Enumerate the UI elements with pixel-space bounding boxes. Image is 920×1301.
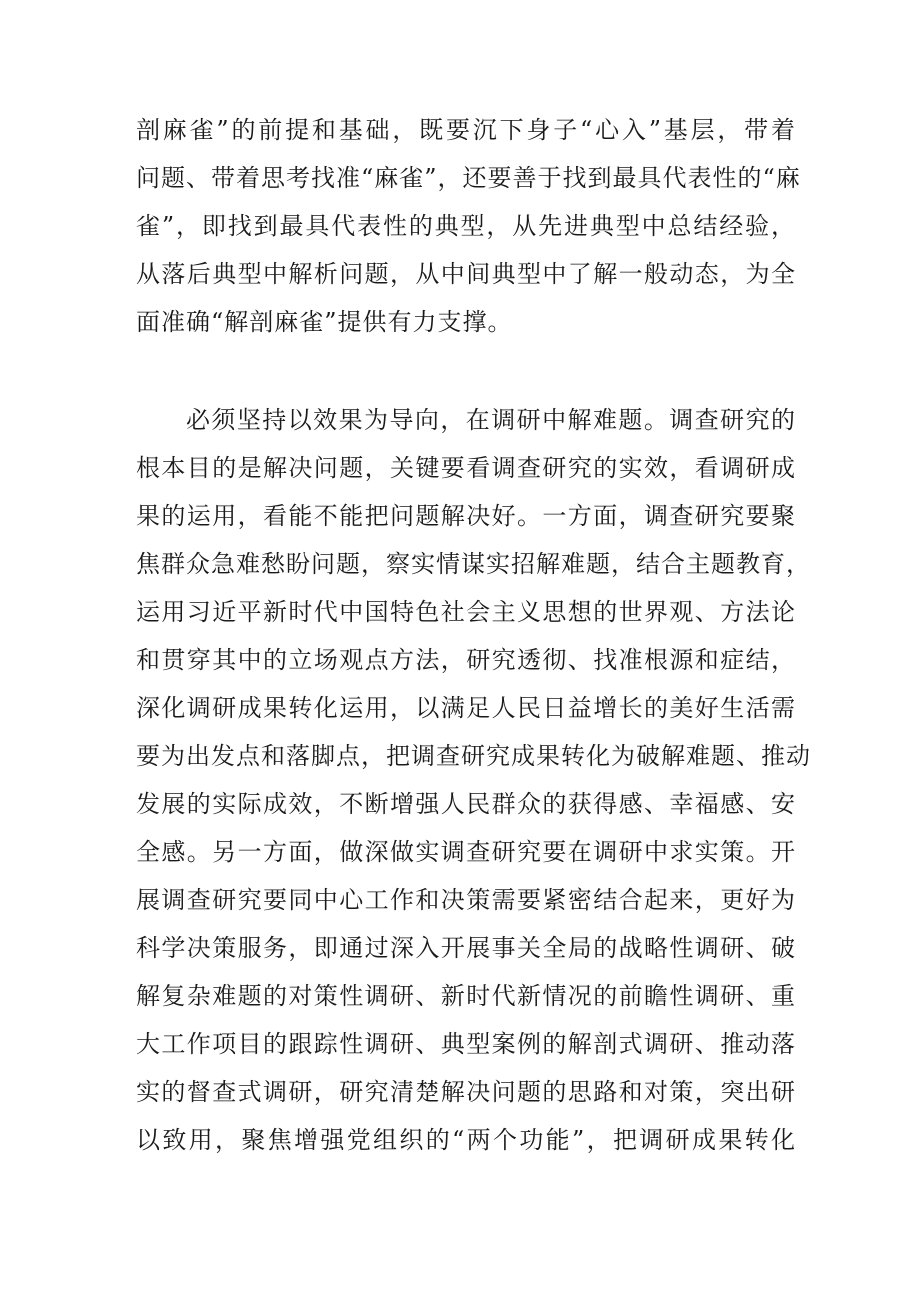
paragraph-line: 面准确“解剖麻雀”提供有力支撑。 — [136, 308, 513, 336]
paragraph-line: 和贯穿其中的立场观点方法，研究透彻、找准根源和症结， — [136, 646, 796, 674]
paragraph-line: 焦群众急难愁盼问题，察实情谋实招解难题，结合主题教育， — [136, 550, 811, 578]
paragraph-line: 问题、带着思考找准“麻雀”，还要善于找到最具代表性的“麻 — [136, 164, 801, 192]
paragraph-line: 发展的实际成效，不断增强人民群众的获得感、幸福感、安 — [136, 790, 796, 818]
paragraph-line: 雀”，即找到最具代表性的典型，从先进典型中总结经验， — [136, 212, 796, 240]
paragraph-line: 从落后典型中解析问题，从中间典型中了解一般动态，为全 — [136, 260, 796, 288]
paragraph-line: 展调查研究要同中心工作和决策需要紧密结合起来，更好为 — [136, 886, 796, 914]
paragraph-line: 以致用，聚焦增强党组织的“两个功能”，把调研成果转化 — [136, 1126, 796, 1154]
paragraph-line: 全感。另一方面，做深做实调查研究要在调研中求实策。开 — [136, 838, 796, 866]
paragraph-line: 实的督查式调研，研究清楚解决问题的思路和对策，突出研 — [136, 1078, 796, 1106]
paragraph-line: 果的运用，看能不能把问题解决好。一方面，调查研究要聚 — [136, 502, 796, 530]
paragraph-line: 深化调研成果转化运用，以满足人民日益增长的美好生活需 — [136, 694, 796, 722]
paragraph-line: 科学决策服务，即通过深入开展事关全局的战略性调研、破 — [136, 934, 796, 962]
paragraph-line: 根本目的是解决问题，关键要看调查研究的实效，看调研成 — [136, 454, 796, 482]
paragraph-line: 必须坚持以效果为导向，在调研中解难题。调查研究的 — [186, 406, 796, 434]
paragraph-line: 运用习近平新时代中国特色社会主义思想的世界观、方法论 — [136, 598, 796, 626]
paragraph-line: 剖麻雀”的前提和基础，既要沉下身子“心入”基层，带着 — [136, 116, 796, 144]
paragraph-line: 要为出发点和落脚点，把调查研究成果转化为破解难题、推动 — [136, 742, 811, 770]
paragraph-line: 解复杂难题的对策性调研、新时代新情况的前瞻性调研、重 — [136, 982, 796, 1010]
paragraph-line: 大工作项目的跟踪性调研、典型案例的解剖式调研、推动落 — [136, 1030, 796, 1058]
